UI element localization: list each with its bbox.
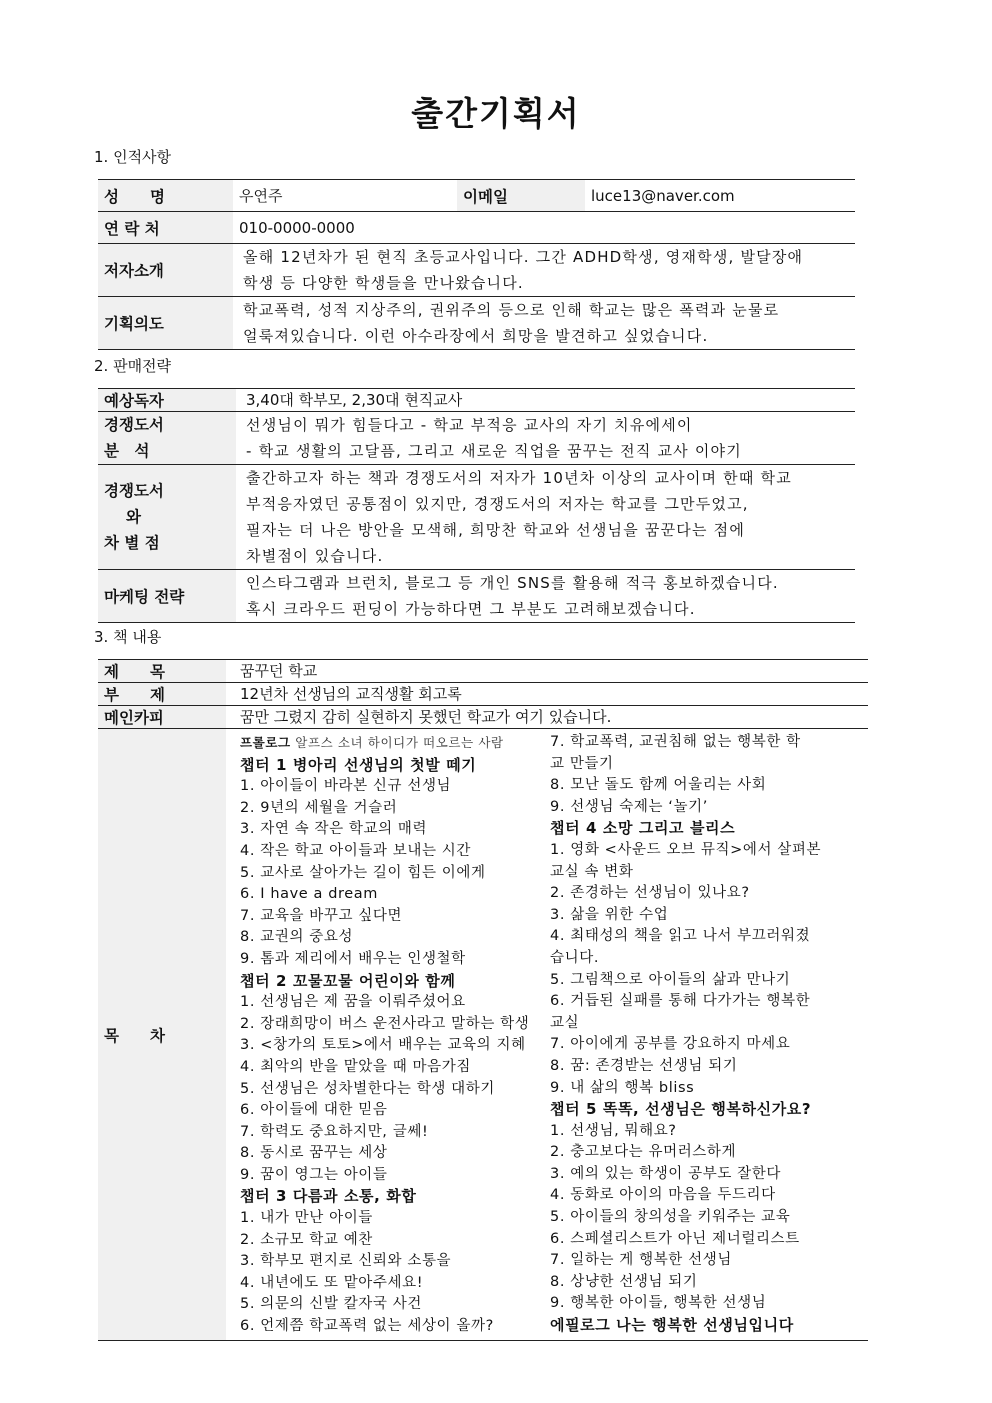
row-main-copy: [98, 706, 868, 729]
row-intent: [98, 297, 855, 350]
document-title: 출간기획서: [411, 94, 581, 133]
toc-item: 5. 선생님은 성차별한다는 학생 대하기: [240, 1080, 495, 1097]
toc-item: 2. 9년의 세월을 거슬러: [240, 799, 398, 816]
personal-info-table: [98, 179, 855, 350]
row-marketing: [98, 570, 855, 623]
toc-item: 7. 교육을 바꾸고 싶다면: [240, 907, 403, 924]
toc-item: 2. 장래희망이 버스 운전사라고 말하는 학생: [240, 1015, 530, 1032]
toc-item: 1. 영화 <사운드 오브 뮤직>에서 살펴본: [550, 841, 822, 858]
value-intent: 학교폭력, 성적 지상주의, 권위주의 등으로 인해 학교는 많은 폭력과 눈물로 얼룩져있습니다. 이런 아수라장에서 희망을 발견하고 싶었습니다.: [233, 297, 855, 350]
toc-item: 7. 학교폭력, 교권침해 없는 행복한 학: [550, 734, 801, 750]
sales-strategy-table: [98, 388, 855, 623]
value-toc: [226, 729, 868, 1341]
value-marketing: 인스타그램과 브런치, 블로그 등 개인 SNS를 활용해 적극 홍보하겠습니다. 혹시 크라우드 펀딩이 가능하다면 그 부분도 고려해보겠습니다.: [236, 570, 855, 623]
toc-item: 4. 작은 학교 아이들과 보내는 시간: [240, 842, 471, 859]
toc-item: 1. 아이들이 바라본 신규 선생님: [240, 778, 452, 795]
toc-left-column: [232, 729, 550, 1340]
label-email: 이메일: [457, 180, 585, 212]
toc-item: 8. 상냥한 선생님 되기: [550, 1273, 698, 1290]
toc-item: 2. 존경하는 선생님이 있나요?: [550, 885, 750, 902]
toc-item: 교실: [550, 1014, 580, 1031]
toc-item: 3. 예의 있는 학생이 공부도 잘한다: [550, 1165, 781, 1182]
label-subtitle: 부 제: [98, 683, 226, 706]
label-competitor: 경쟁도서 분 석: [98, 412, 236, 465]
toc-item: 9. 내 삶의 행복 bliss: [550, 1079, 695, 1096]
section-heading-book-content: 3. 책 내용: [94, 628, 162, 646]
toc-item: 5. 의문의 신발 칼자국 사건: [240, 1296, 422, 1313]
toc-right-column: [550, 729, 862, 1340]
toc-item: 2. 소규모 학교 예찬: [240, 1231, 373, 1248]
label-marketing: 마케팅 전략: [98, 570, 236, 623]
toc-item: 5. 그림책으로 아이들의 삶과 만나기: [550, 971, 791, 988]
toc-chapter-heading: 챕터 5 똑똑, 선생님은 행복하신가요?: [550, 1100, 812, 1119]
row-subtitle: [98, 683, 868, 706]
toc-item: 3. <창가의 토토>에서 배우는 교육의 지혜: [240, 1037, 526, 1054]
value-author: 올해 12년차가 된 현직 초등교사입니다. 그간 ADHD학생, 영재학생, 발달장애 학생 등 다양한 학생들을 만나왔습니다.: [233, 244, 855, 297]
row-book-title: [98, 660, 868, 683]
value-email: luce13@naver.com: [585, 180, 855, 212]
toc-chapter-heading: 챕터 1 병아리 선생님의 첫발 떼기: [240, 755, 477, 774]
toc-item: 4. 최악의 반을 맡았을 때 마음가짐: [240, 1058, 471, 1075]
row-name: [98, 180, 855, 212]
row-differentiation: [98, 465, 855, 570]
toc-item: 8. 꿈: 존경받는 선생님 되기: [550, 1057, 738, 1074]
label-differentiation: 경쟁도서 와 차 별 점: [98, 465, 236, 570]
row-toc: [98, 729, 868, 1341]
label-book-title: 제 목: [98, 660, 226, 683]
value-contact: 010-0000-0000: [233, 212, 855, 244]
toc-item: 7. 일하는 게 행복한 선생님: [550, 1252, 732, 1269]
toc-item: 9. 행복한 아이들, 행복한 선생님: [550, 1295, 767, 1312]
toc-item: 6. 스페셜리스트가 아닌 제너럴리스트: [550, 1230, 800, 1247]
toc-item: 1. 선생님은 제 꿈을 이뤄주셨어요: [240, 994, 466, 1011]
toc-item: 8. 동시로 꿈꾸는 세상: [240, 1145, 388, 1162]
toc-item: 1. 선생님, 뭐해요?: [550, 1122, 677, 1139]
toc-item: 8. 교권의 중요성: [240, 929, 354, 946]
label-name: 성 명: [98, 180, 233, 212]
book-content-table: [98, 659, 868, 1341]
toc-item: 7. 아이에게 공부를 강요하지 마세요: [550, 1036, 791, 1053]
toc-item: 6. 언제쯤 학교폭력 없는 세상이 올까?: [240, 1318, 494, 1335]
toc-item: 9. 선생님 숙제는 ‘놀기’: [550, 798, 708, 815]
toc-item: 교실 속 변화: [550, 863, 634, 880]
toc-item: 3. 삶을 위한 수업: [550, 906, 669, 923]
toc-item: 9. 톰과 제리에서 배우는 인생철학: [240, 950, 466, 967]
toc-item: 6. 아이들에 대한 믿음: [240, 1102, 388, 1119]
value-competitor: 선생님이 뭐가 힘들다고 - 학교 부적응 교사의 자기 치유에세이 - 학교 생활의 고달픔, 그리고 새로운 직업을 꿈꾸는 전직 교사 이야기: [236, 412, 855, 465]
section-heading-sales-strategy: 2. 판매전략: [94, 357, 172, 375]
toc-item: 3. 자연 속 작은 학교의 매력: [240, 821, 428, 838]
value-readers: 3,40대 학부모, 2,30대 현직교사: [236, 389, 855, 412]
row-competitor: [98, 412, 855, 465]
section-heading-personal-info: 1. 인적사항: [94, 148, 172, 166]
toc-item: 5. 교사로 살아가는 길이 힘든 이에게: [240, 864, 486, 881]
value-subtitle: 12년차 선생님의 교직생활 회고록: [226, 683, 868, 706]
toc-chapter-heading: 챕터 4 소망 그리고 블리스: [550, 819, 736, 838]
row-author: [98, 244, 855, 297]
label-intent: 기획의도: [98, 297, 233, 350]
label-contact: 연 락 처: [98, 212, 233, 244]
toc-item: 8. 모난 돌도 함께 어울리는 사회: [550, 777, 767, 794]
toc-item: 7. 학력도 중요하지만, 글쎄!: [240, 1123, 429, 1140]
label-toc: 목 차: [98, 729, 226, 1341]
toc-chapter-heading: 챕터 3 다름과 소통, 화합: [240, 1187, 417, 1206]
toc-item: 6. I have a dream: [240, 886, 378, 903]
toc-prologue: 프롤로그 알프스 소녀 하이디가 떠오르는 사람: [240, 735, 504, 750]
label-main-copy: 메인카피: [98, 706, 226, 729]
toc-item: 6. 거듭된 실패를 통해 다가가는 행복한: [550, 993, 811, 1010]
label-readers: 예상독자: [98, 389, 236, 412]
toc-item: 9. 꿈이 영그는 아이들: [240, 1166, 388, 1183]
toc-item: 3. 학부모 편지로 신뢰와 소통을: [240, 1253, 452, 1270]
toc-item: 2. 충고보다는 유머러스하게: [550, 1144, 737, 1161]
toc-item: 교 만들기: [550, 755, 614, 772]
row-contact: [98, 212, 855, 244]
toc-chapter-heading: 챕터 2 꼬물꼬물 어린이와 함께: [240, 971, 456, 990]
value-book-title: 꿈꾸던 학교: [226, 660, 868, 683]
value-name: 우연주: [233, 180, 457, 212]
value-main-copy: 꿈만 그렸지 감히 실현하지 못했던 학교가 여기 있습니다.: [226, 706, 868, 729]
toc-item: 1. 내가 만난 아이들: [240, 1210, 373, 1227]
toc-item: 4. 동화로 아이의 마음을 두드리다: [550, 1187, 776, 1204]
toc-item: 4. 내년에도 또 맡아주세요!: [240, 1274, 424, 1291]
toc-chapter-heading: 에필로그 나는 행복한 선생님입니다: [550, 1316, 794, 1335]
label-author: 저자소개: [98, 244, 233, 297]
row-readers: [98, 389, 855, 412]
toc-item: 습니다.: [550, 949, 600, 966]
toc-item: 5. 아이들의 창의성을 키워주는 교육: [550, 1209, 791, 1226]
toc-item: 4. 최태성의 책을 읽고 나서 부끄러워졌: [550, 928, 811, 945]
value-differentiation: 출간하고자 하는 책과 경쟁도서의 저자가 10년차 이상의 교사이며 한때 학교 부적응자였던 공통점이 있지만, 경쟁도서의 저자는 학교를 그만두었고, 필자는 더 나은 방안을 모색해, 희망찬 학교와 선생님을 꿈꾼다는 점에 차별점이 있습니다.: [236, 465, 855, 570]
